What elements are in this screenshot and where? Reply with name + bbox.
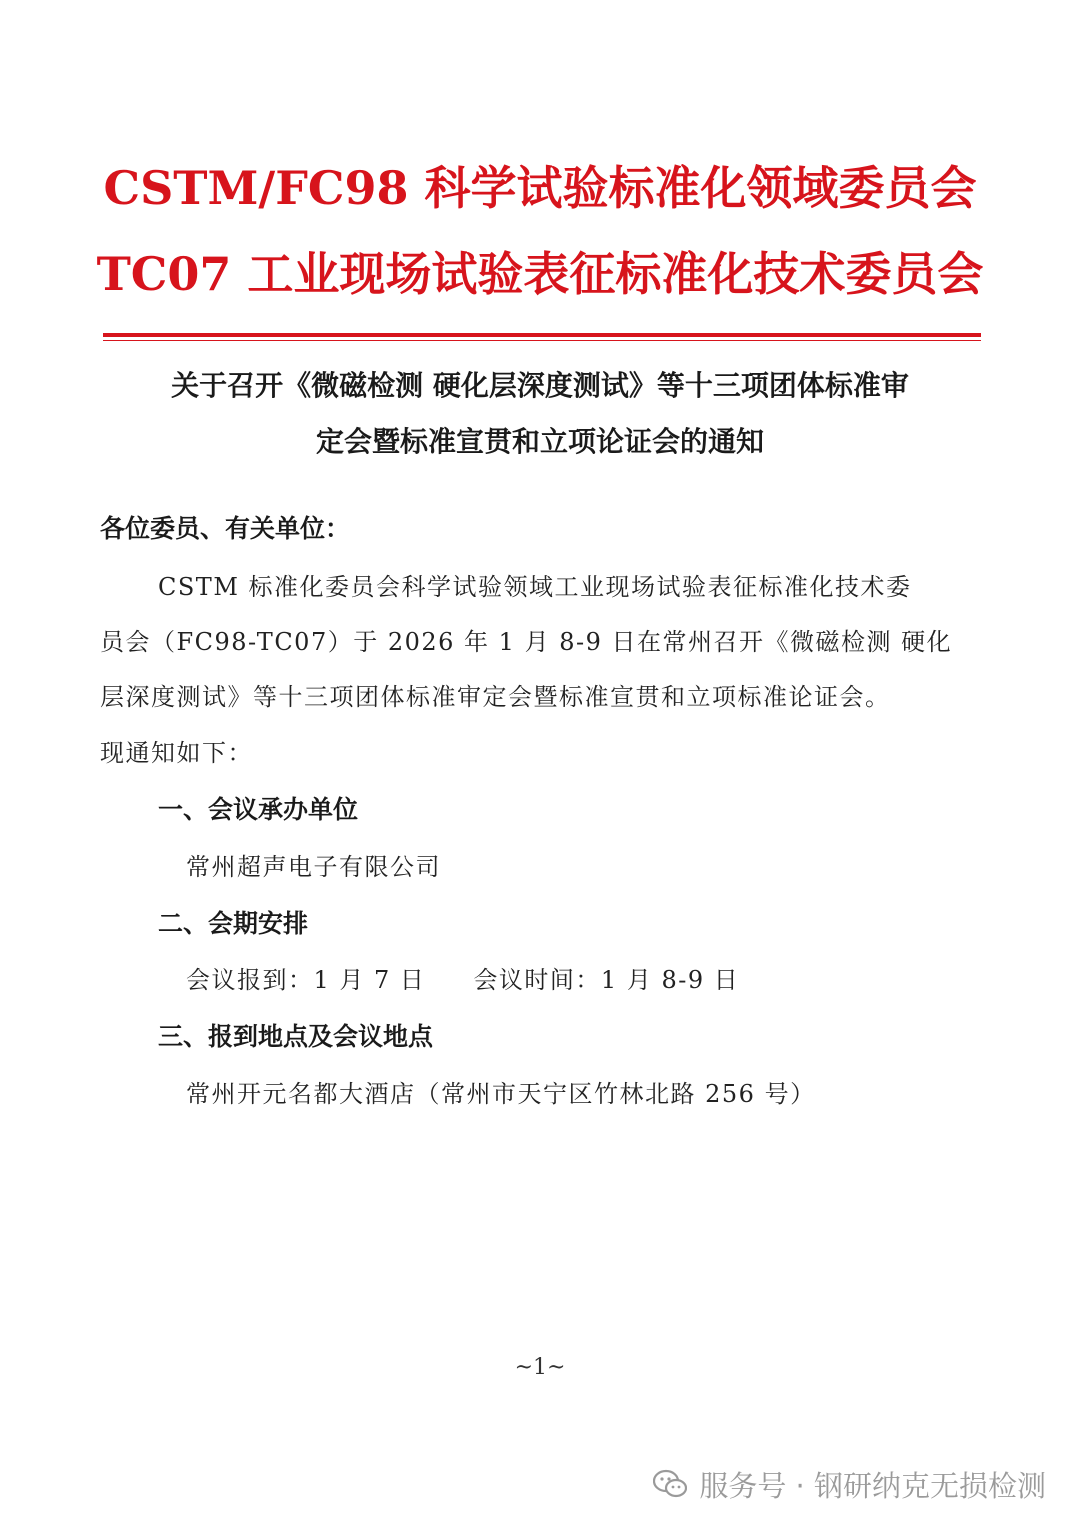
body-paragraph-line: 员会（FC98-TC07）于 2026 年 1 月 8-9 日在常州召开《微磁检测 硬化 xyxy=(100,628,953,656)
body-paragraph-line: 层深度测试》等十三项团体标准审定会暨标准宣贯和立项标准论证会。 xyxy=(100,683,891,711)
header-divider-thin xyxy=(103,340,981,341)
watermark-text: 服务号 · 钢研纳克无损检测 xyxy=(699,1468,1046,1503)
section-content-host: 常州超声电子有限公司 xyxy=(186,853,441,881)
committee-title-line-2: TC07 工业现场试验表征标准化技术委员会 xyxy=(96,247,984,301)
salutation: 各位委员、有关单位： xyxy=(100,514,351,543)
header-divider-thick xyxy=(103,333,981,337)
section-content-venue: 常州开元名都大酒店（常州市天宁区竹林北路 256 号） xyxy=(186,1080,816,1108)
section-content-schedule xyxy=(186,960,739,1000)
body-paragraph-line: 现通知如下： xyxy=(100,739,253,767)
notice-title-line-1: 关于召开《微磁检测 硬化层深度测试》等十三项团体标准审 xyxy=(171,369,909,402)
section-heading-host: 一、会议承办单位 xyxy=(158,795,359,824)
watermark xyxy=(653,1460,1046,1508)
page-number: ~1~ xyxy=(514,1355,566,1380)
wechat-icon xyxy=(653,1469,687,1499)
notice-title-line-2: 定会暨标准宣贯和立项论证会的通知 xyxy=(315,425,764,458)
committee-title-line-1: CSTM/FC98 科学试验标准化领域委员会 xyxy=(103,161,977,215)
meeting-date: 会议时间：1 月 8-9 日 xyxy=(473,966,740,994)
registration-date: 会议报到：1 月 7 日 xyxy=(186,966,426,994)
body-paragraph-line: CSTM 标准化委员会科学试验领域工业现场试验表征标准化技术委 xyxy=(158,573,912,601)
section-heading-schedule: 二、会期安排 xyxy=(158,909,309,938)
section-heading-venue: 三、报到地点及会议地点 xyxy=(158,1022,434,1051)
